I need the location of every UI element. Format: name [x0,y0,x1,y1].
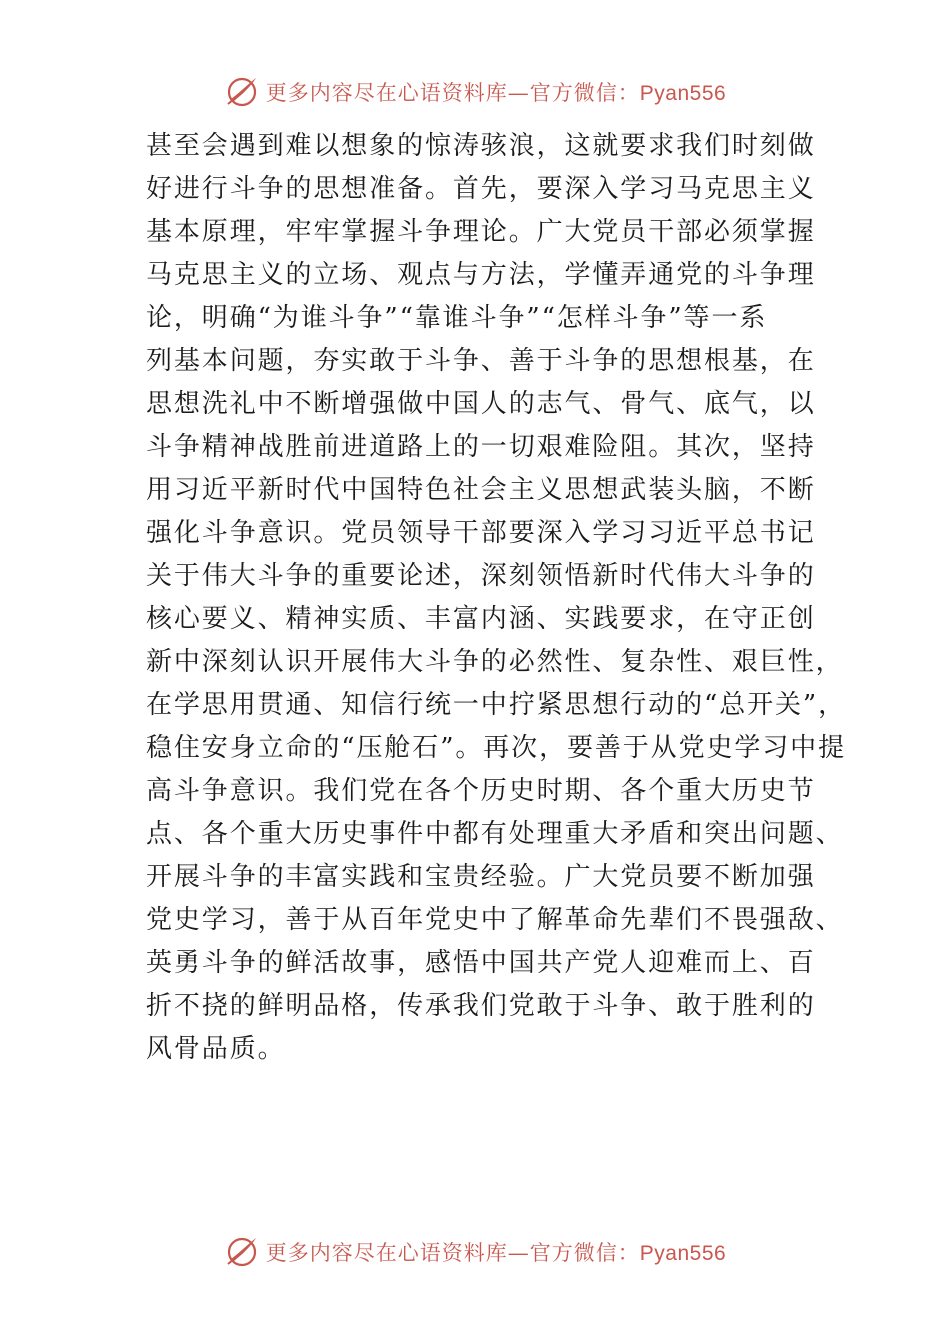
body-line: 关于伟大斗争的重要论述，深刻领悟新时代伟大斗争的 [146,561,816,591]
body-line: 好进行斗争的思想准备。首先，要深入学习马克思主义 [146,174,816,204]
body-line: 基本原理，牢牢掌握斗争理论。广大党员干部必须掌握 [146,217,816,247]
body-line: 英勇斗争的鲜活故事，感悟中国共产党人迎难而上、百 [146,948,816,978]
wechat-id: Pyan556 [639,82,727,105]
body-line: 高斗争意识。我们党在各个历史时期、各个重大历史节 [146,776,816,806]
body-line: 列基本问题，夯实敢于斗争、善于斗争的思想根基，在 [146,346,816,376]
body-line: 强化斗争意识。党员领导干部要深入学习习近平总书记 [146,518,816,548]
quill-pen-logo-icon [224,74,260,110]
body-line: 论，明确“为谁斗争”“靠谁斗争”“怎样斗争”等一系 [146,303,768,333]
body-line: 风骨品质。 [146,1034,286,1064]
body-line: 党史学习，善于从百年党史中了解革命先辈们不畏强敌、 [146,905,844,935]
body-line: 甚至会遇到难以想象的惊涛骇浪，这就要求我们时刻做 [146,131,816,161]
watermark-label: 更多内容尽在心语资料库—官方微信： [265,81,640,105]
footer-watermark [0,1232,950,1272]
body-line: 思想洗礼中不断增强做中国人的志气、骨气、底气，以 [146,389,816,419]
watermark-text [266,77,726,107]
document-body [146,125,846,1071]
body-line: 稳住安身立命的“压舱石”。再次，要善于从党史学习中提 [146,733,846,763]
body-line: 在学思用贯通、知信行统一中拧紧思想行动的“总开关”， [146,690,846,720]
body-line: 斗争精神战胜前进道路上的一切艰难险阻。其次，坚持 [146,432,816,462]
body-line: 核心要义、精神实质、丰富内涵、实践要求，在守正创 [146,604,816,634]
body-line: 马克思主义的立场、观点与方法，学懂弄通党的斗争理 [146,260,816,290]
body-line: 用习近平新时代中国特色社会主义思想武装头脑，不断 [146,475,816,505]
watermark-text [266,1237,726,1267]
wechat-id: Pyan556 [639,1242,727,1265]
body-line: 开展斗争的丰富实践和宝贵经验。广大党员要不断加强 [146,862,816,892]
quill-pen-logo-icon [224,1234,260,1270]
body-line: 折不挠的鲜明品格，传承我们党敢于斗争、敢于胜利的 [146,991,816,1021]
watermark-label: 更多内容尽在心语资料库—官方微信： [265,1241,640,1265]
header-watermark [0,72,950,112]
body-line: 新中深刻认识开展伟大斗争的必然性、复杂性、艰巨性， [146,647,844,677]
body-line: 点、各个重大历史事件中都有处理重大矛盾和突出问题、 [146,819,844,849]
